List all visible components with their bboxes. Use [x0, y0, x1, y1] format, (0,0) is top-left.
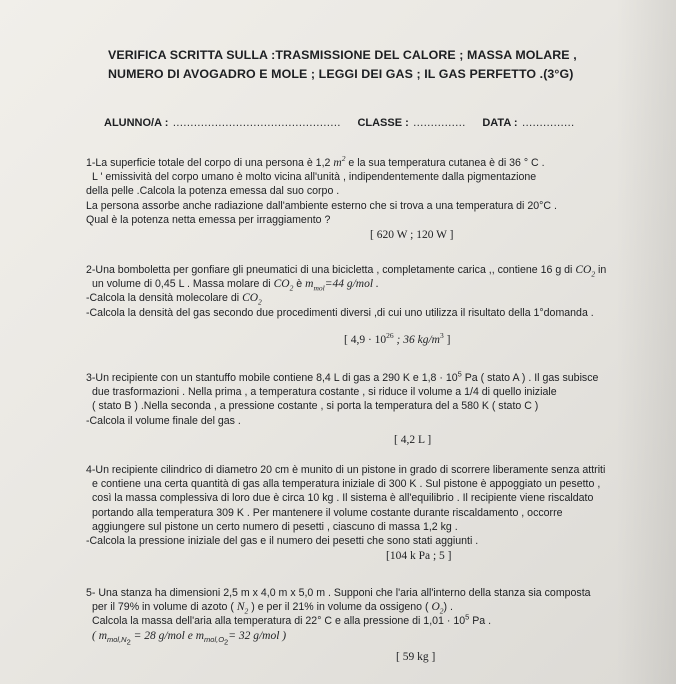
- q1-line-1: [86, 156, 646, 170]
- q4-line-3: così la massa complessiva di loro due è circa 10 kg . Il sistema è all'equilibrio . Il recipiente viene riscaldato: [92, 492, 594, 505]
- q5-line-4: [86, 629, 646, 647]
- q4-line-5: aggiungere sul pistone un certo numero di pesetti , ciascuno di massa 1,2 kg .: [92, 520, 458, 533]
- q3-text-a: 3-Un recipiente con un stantuffo mobile contiene 8,4 L di gas a 290 K e 1,8 · 10: [86, 372, 458, 384]
- exp-26: 26: [386, 330, 394, 340]
- co2-sub: 2: [289, 283, 294, 293]
- q1-answer: [ 620 W ; 120 W ]: [370, 229, 454, 242]
- q1-line-4: La persona assorbe anche radiazione dall'ambiente esterno che si trova a una temperatura di 20°C .: [86, 199, 557, 212]
- q5-text-h: = 32 g/mol ): [228, 629, 287, 642]
- question-3: [86, 371, 646, 448]
- mol-o2-sub-2: 2: [224, 637, 229, 647]
- question-5: [86, 586, 646, 665]
- co2-base: CO: [242, 292, 259, 305]
- o2-base: O: [431, 601, 440, 614]
- q2-text-a: 2-Una bomboletta per gonfiare gli pneumatici di una bicicletta , completamente carica ,, contiene 16 g di: [86, 264, 573, 276]
- mol-n2-sub-text: mol,N: [107, 634, 127, 644]
- q5-line-1: 5- Una stanza ha dimensioni 2,5 m x 4,0 m x 5,0 m . Supponi che l'aria all'interno della stanza sia composta: [86, 587, 591, 599]
- q2-answer-a: [ 4,9 · 10: [344, 333, 387, 346]
- co2-formula: [575, 264, 596, 279]
- q3-line-4: -Calcola il volume finale del gas .: [86, 414, 241, 427]
- mol-o2-sub: [204, 634, 229, 647]
- exp-3: 3: [439, 330, 444, 340]
- q1-line-2: L ' emissività del corpo umano è molto vicina all'unità , indipendentemente dalla pigmentazione: [92, 171, 537, 184]
- q4-line-2: e contiene una certa quantità di gas alla temperatura iniziale di 300 K . Sul pistone è appoggiato un pesetto ,: [92, 478, 601, 491]
- q5-text-e: Pa .: [469, 615, 492, 628]
- n2-formula: [236, 601, 249, 616]
- q5-answer: [ 59 kg ]: [396, 650, 436, 663]
- q5-line-2: [86, 600, 646, 614]
- q2-text-b: un volume di 0,45 L . Massa molare di: [92, 278, 271, 291]
- q4-line-1: 4-Un recipiente cilindrico di diametro 20 cm è munito di un pistone in grado di scorrere liberamente senza attriti: [86, 464, 606, 476]
- q2-text-d: =44 g/mol .: [324, 278, 379, 291]
- class-label: CLASSE :: [357, 117, 409, 129]
- co2-base: CO: [273, 278, 290, 291]
- q5-text-g: = 28 g/mol e m: [130, 629, 205, 642]
- co2-formula: [273, 278, 294, 293]
- student-info-row: [104, 117, 574, 129]
- q5-line-3: [86, 614, 646, 628]
- question-2: [86, 263, 646, 348]
- title-line-1: VERIFICA SCRITTA SULLA :TRASMISSIONE DEL CALORE ; MASSA MOLARE ,: [108, 48, 577, 62]
- q3-text-b: Pa ( stato A ) . Il gas subisce: [461, 372, 599, 384]
- mol-o2-sub-text: mol,O: [204, 634, 225, 644]
- m2-base: m: [333, 157, 342, 169]
- q5-text-f: ( m: [92, 629, 108, 642]
- o2-formula: [431, 601, 444, 616]
- co2-base: CO: [575, 264, 592, 276]
- q2-line-4: -Calcola la densità del gas secondo due procedimenti diversi ,di cui uno utilizza il risultato della 1°domanda .: [86, 306, 594, 319]
- q2-answer-b: ; 36 kg/m: [393, 333, 440, 346]
- q2-answer-c: ]: [443, 333, 451, 346]
- q1-text-b: e la sua temperatura cutanea è di 36 ° C .: [345, 157, 545, 169]
- q2-line-1: 2-Una bomboletta per gonfiare gli pneumatici di una bicicletta , completamente carica ,, contiene 16 g di $CO_2$ in: [86, 264, 607, 279]
- q2-answer: [86, 332, 646, 348]
- m-base: m: [305, 278, 314, 291]
- q5-text-a: per il 79% in volume di azoto (: [92, 601, 234, 614]
- q5-text-d: Calcola la massa dell'aria alla temperatura di 22° C e alla pressione di 1,01 · 10: [92, 615, 466, 628]
- question-1: [86, 156, 646, 243]
- title-line-2: NUMERO DI AVOGADRO E MOLE ; LEGGI DEI GAS ; IL GAS PERFETTO .(3°G): [108, 67, 574, 81]
- q3-line-1: [86, 371, 646, 385]
- q3-answer: [ 4,2 L ]: [394, 433, 432, 446]
- class-blank: ……………: [412, 117, 466, 129]
- worksheet-title: [108, 46, 608, 84]
- q5-text-b: ) e per il 21% in volume da ossigeno (: [251, 601, 429, 614]
- mol-n2-sub: [107, 634, 131, 647]
- student-blank: …………………………………………: [172, 117, 341, 129]
- question-4: [86, 463, 646, 564]
- molar-mass-symbol: [305, 278, 325, 293]
- mol-n2-sub-2: 2: [126, 637, 131, 647]
- date-label: DATA :: [482, 117, 518, 129]
- exp-5: 5: [465, 612, 470, 622]
- mol-sub: mol: [313, 283, 325, 293]
- co2-sub: 2: [591, 269, 596, 279]
- q4-line-4: portando alla temperatura 309 K . Per mantenere il volume costante durante riscaldamento , occorre: [92, 506, 563, 519]
- q1-line-3: della pelle .Calcola la potenza emessa dal suo corpo .: [86, 185, 340, 198]
- q2-line-3: [86, 291, 646, 305]
- co2-sub: 2: [258, 297, 262, 307]
- q3-line-3: ( stato B ) .Nella seconda , a pressione costante , si porta la temperatura del a 580 K ( stato C ): [92, 400, 539, 413]
- q2-text-e: -Calcola la densità molecolare di: [86, 292, 240, 305]
- q2-text-c: è: [296, 278, 303, 291]
- q4-line-6: -Calcola la pressione iniziale del gas e il numero dei pesetti che sono stati aggiunti .: [86, 535, 479, 548]
- co2-formula: [242, 292, 262, 307]
- exp-5: 5: [457, 369, 462, 379]
- q2-line-2: [86, 277, 646, 291]
- date-blank: ……………: [521, 117, 575, 129]
- n2-base: N: [236, 601, 245, 614]
- q1-line-5: Qual è la potenza netta emessa per irraggiamento ?: [86, 213, 331, 226]
- q5-text-c: ) .: [443, 601, 453, 614]
- o2-sub: 2: [439, 606, 444, 616]
- unit-m2: [333, 154, 346, 169]
- q3-line-2: due trasformazioni . Nella prima , a temperatura costante , si riduce il volume a 1/4 di quello iniziale: [92, 386, 557, 399]
- student-label: ALUNNO/A :: [104, 117, 169, 129]
- n2-sub: 2: [244, 606, 249, 616]
- q1-text-a: 1-La superficie totale del corpo di una persona è 1,2: [86, 157, 331, 169]
- q4-answer: [104 k Pa ; 5 ]: [386, 550, 452, 563]
- m2-exp: 2: [341, 154, 346, 164]
